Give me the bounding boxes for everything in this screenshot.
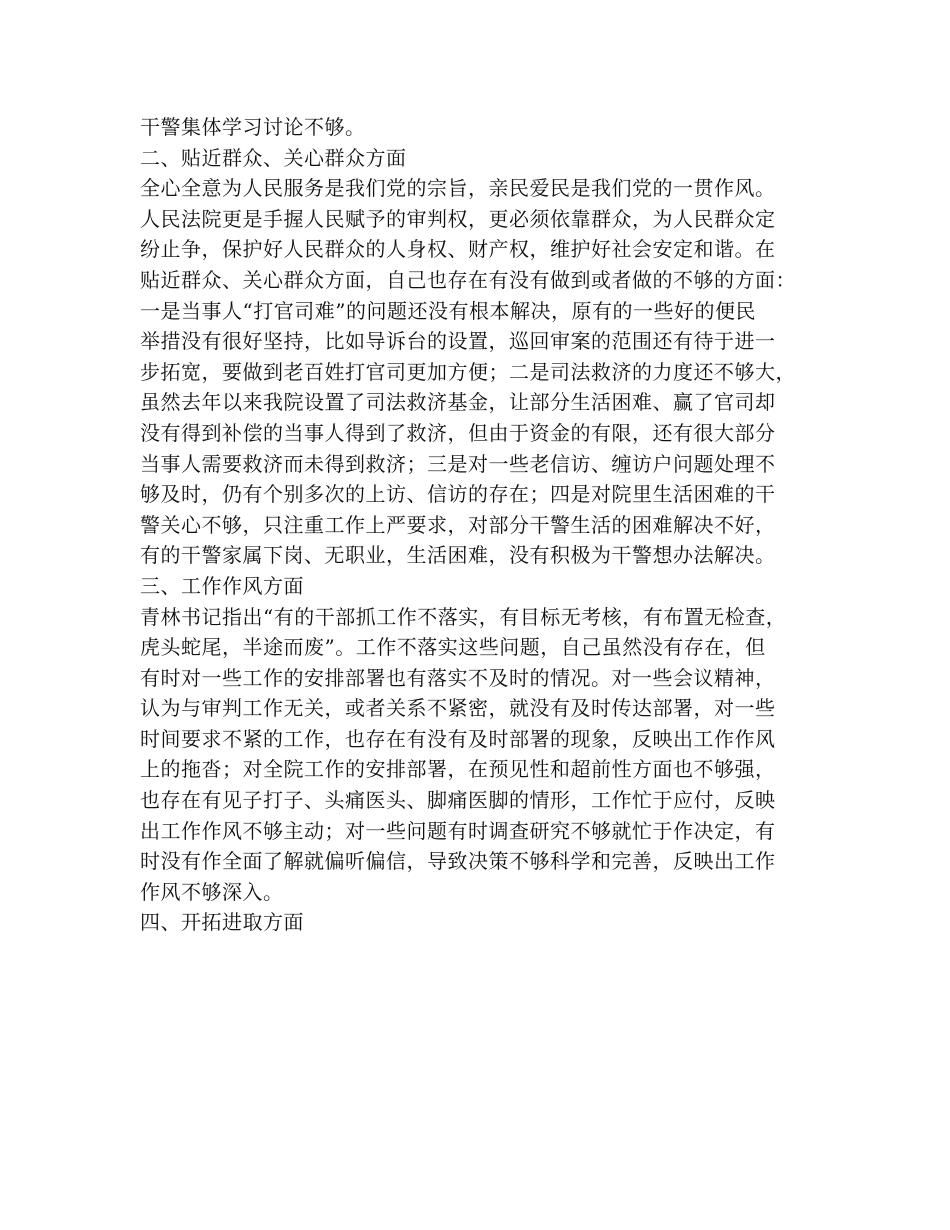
text-line: 干警集体学习讨论不够。 [140, 115, 366, 139]
text-line: 当事人需要救济而未得到救济；三是对一些老信访、缠访户问题处理不 [140, 451, 776, 476]
text-line: 警关心不够，只注重工作上严要求，对部分干警生活的困难解决不好， [140, 512, 776, 537]
text-line: 人民法院更是手握人民赋予的审判权，更必须依靠群众，为人民群众定 [140, 206, 776, 231]
text-line: 一是当事人“打官司难”的问题还没有根本解决，原有的一些好的便民 [140, 298, 756, 323]
text-line: 作风不够深入。 [140, 879, 284, 904]
section-heading: 二、贴近群众、关心群众方面 [140, 145, 407, 170]
text-line: 出工作作风不够主动；对一些问题有时调查研究不够就忙于作决定，有 [140, 818, 776, 843]
text-line: 有时对一些工作的安排部署也有落实不及时的情况。对一些会议精神， [140, 665, 776, 690]
document-body [140, 112, 820, 938]
text-line: 步拓宽，要做到老百姓打官司更加方便；二是司法救济的力度还不够大， [140, 359, 796, 384]
text-line: 有的干警家属下岗、无职业，生活困难，没有积极为干警想办法解决。 [140, 543, 776, 568]
text-line: 时没有作全面了解就偏听偏信，导致决策不够科学和完善，反映出工作 [140, 849, 776, 874]
text-line: 虎头蛇尾，半途而废”。工作不落实这些问题，自己虽然没有存在，但 [140, 635, 766, 660]
text-line: 虽然去年以来我院设置了司法救济基金，让部分生活困难、赢了官司却 [140, 390, 776, 415]
text-line: 够及时，仍有个别多次的上访、信访的存在；四是对院里生活困难的干 [140, 482, 776, 507]
text-line: 纷止争，保护好人民群众的人身权、财产权，维护好社会安定和谐。在 [140, 237, 776, 262]
text-line: 认为与审判工作无关，或者关系不紧密，就没有及时传达部署，对一些 [140, 696, 776, 721]
text-line: 全心全意为人民服务是我们党的宗旨，亲民爱民是我们党的一贯作风。 [140, 176, 776, 201]
text-line: 贴近群众、关心群众方面，自己也存在有没有做到或者做的不够的方面： [140, 267, 796, 292]
section-heading: 三、工作作风方面 [140, 573, 304, 598]
text-line: 没有得到补偿的当事人得到了救济，但由于资金的有限，还有很大部分 [140, 420, 776, 445]
text-line: 举措没有很好坚持，比如导诉台的设置，巡回审案的范围还有待于进一 [140, 329, 776, 354]
section-heading: 四、开拓进取方面 [140, 910, 304, 935]
text-line: 也存在有见子打子、头痛医头、脚痛医脚的情形，工作忙于应付，反映 [140, 788, 776, 813]
text-line: 时间要求不紧的工作，也存在有没有及时部署的现象，反映出工作作风 [140, 726, 776, 751]
text-line: 青林书记指出“有的干部抓工作不落实，有目标无考核，有布置无检查， [140, 604, 787, 629]
text-line: 上的拖沓；对全院工作的安排部署，在预见性和超前性方面也不够强， [140, 757, 776, 782]
